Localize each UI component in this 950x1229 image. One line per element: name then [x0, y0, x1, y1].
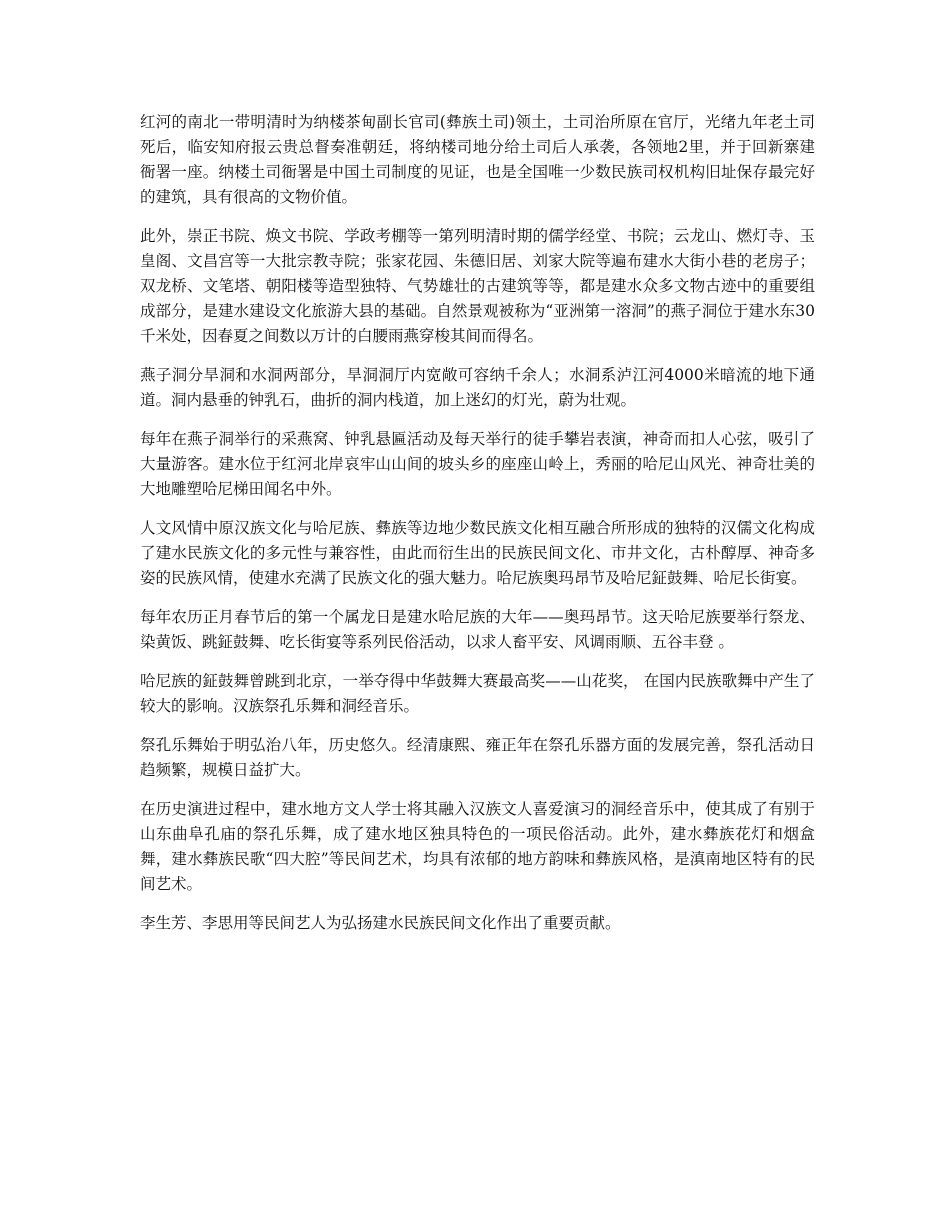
paragraph-7: 哈尼族的鉦鼓舞曾跳到北京，一举夺得中华鼓舞大赛最高奖——山花奖， 在国内民族歌舞中产生了较大的影响。汉族祭孔乐舞和洞经音乐。 — [140, 672, 815, 715]
paragraph-4: 每年在燕子洞举行的采燕窝、钟乳悬匾活动及每天举行的徒手攀岩表演，神奇而扣人心弦，吸引了大量游客。建水位于红河北岸哀牢山山间的坡头乡的座座山岭上，秀丽的哈尼山风光、神奇壮美的大地雕塑哈尼梯田闻名中外。 — [140, 430, 815, 498]
paragraph-8: 祭孔乐舞始于明弘治八年，历史悠久。经清康熙、雍正年在祭孔乐器方面的发展完善，祭孔活动日趋频繁，规模日益扩大。 — [140, 736, 815, 779]
paragraph-2: 此外，崇正书院、焕文书院、学政考棚等一第列明清时期的儒学经堂、书院；云龙山、燃灯寺、玉皇阁、文昌宫等一大批宗教寺院；张家花园、朱德旧居、刘家大院等遍布建水大街小巷的老房子；双龙桥、文笔塔、朝阳楼等造型独特、气势雄壮的古建筑等等，都是建水众多文物古迹中的重要组成部分，是建水建设文化旅游大县的基础。自然景观被称为“亚洲第一溶洞”的燕子洞位于建水东30千米处，因春夏之间数以万计的白腰雨燕穿梭其间而得名。 — [140, 227, 815, 345]
paragraph-3: 燕子洞分旱洞和水洞两部分，旱洞洞厅内宽敞可容纳千余人；水洞系泸江河4000米暗流的地下通道。洞内悬垂的钟乳石，曲折的洞内栈道，加上迷幻的灯光，蔚为壮观。 — [140, 366, 815, 409]
paragraph-1: 红河的南北一带明清时为纳楼茶甸副长官司(彝族土司)领土，土司治所原在官厅，光绪九年老土司死后，临安知府报云贵总督奏准朝廷，将纳楼司地分给土司后人承袭，各领地2里，并于回新寨建衙署一座。纳楼土司衙署是中国土司制度的见证，也是全国唯一少数民族司权机构旧址保存最完好的建筑，具有很高的文物价值。 — [140, 113, 815, 206]
paragraph-9: 在历史演进过程中，建水地方文人学士将其融入汉族文人喜爱演习的洞经音乐中，使其成了有别于山东曲阜孔庙的祭孔乐舞，成了建水地区独具特色的一项民俗活动。此外，建水彝族花灯和烟盒舞，建水彝族民歌“四大腔”等民间艺术，均具有浓郁的地方韵味和彝族风格，是滇南地区特有的民间艺术。 — [140, 800, 815, 893]
document-body — [140, 110, 815, 950]
paragraph-5: 人文风情中原汉族文化与哈尼族、彝族等边地少数民族文化相互融合所形成的独特的汉儒文化构成了建水民族文化的多元性与兼容性，由此而衍生出的民族民间文化、市井文化，古朴醇厚、神奇多姿的民族风情，使建水充满了民族文化的强大魅力。哈尼族奥玛昂节及哈尼鉦鼓舞、哈尼长街宴。 — [140, 519, 815, 587]
paragraph-6: 每年农历正月春节后的第一个属龙日是建水哈尼族的大年——奥玛昂节。这天哈尼族要举行祭龙、染黄饭、跳鉦鼓舞、吃长街宴等系列民俗活动，以求人畜平安、风调雨顺、五谷丰登 。 — [140, 608, 815, 651]
paragraph-10: 李生芳、李思用等民间艺人为弘扬建水民族民间文化作出了重要贡献。 — [140, 914, 621, 932]
